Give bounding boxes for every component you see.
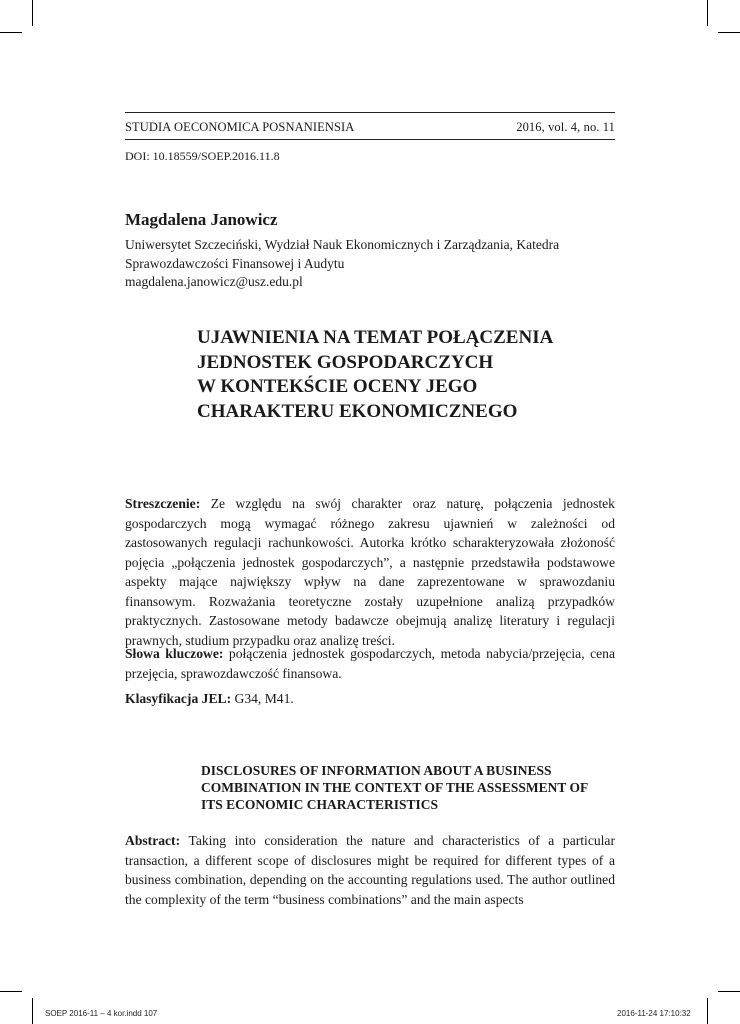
journal-volume: 2016, vol. 4, no. 11 [516, 120, 615, 134]
crop-mark-bottom-right [707, 998, 708, 1024]
jel-classification [125, 689, 615, 709]
crop-mark-bottom-left [32, 998, 33, 1024]
keywords-label: Słowa kluczowe: [125, 646, 224, 661]
crop-mark-top-right-h [718, 32, 740, 33]
title-line: COMBINATION IN THE CONTEXT OF THE ASSESSMENT OF [201, 780, 589, 795]
keywords [125, 644, 615, 683]
jel-text: G34, M41. [234, 691, 294, 706]
affiliation-line: Uniwersytet Szczeciński, Wydział Nauk Ekonomicznych i Zarządzania, Katedra [125, 237, 560, 252]
running-header [125, 120, 615, 135]
abstract-pl-text: Ze względu na swój charakter oraz naturę, połączenia jednostek gospodarczych mogą wymagać różnego zakresu ujawnień w zależności od zastosowanych regulacji rachunkowości. Autorka krótko scharakteryzowała złożoność pojęcia „połączenia jednostek gospodarczych”, a następnie przedstawiła podstawowe aspekty mające największy wpływ na dane zaprezentowane w sprawozdaniu finansowym. Rozważania teoretyczne zostały uzupełnione analizą przypadków praktycznych. Zastosowane metody badawcze obejmują analizę literatury i regulacji prawnych, studium przypadku oraz analizę treści. [125, 496, 615, 648]
footer-timestamp: 2016-11-24 17:10:32 [617, 1009, 691, 1018]
crop-mark-bottom-left-h [0, 991, 22, 992]
crop-mark-top-left-h [0, 32, 22, 33]
author-affiliation [125, 236, 615, 292]
journal-name: STUDIA OECONOMICA POSNANIENSIA [125, 120, 355, 134]
title-line: JEDNOSTEK GOSPODARCZYCH [197, 351, 494, 373]
crop-mark-top-right [707, 0, 708, 26]
affiliation-line: Sprawozdawczości Finansowej i Audytu [125, 255, 345, 271]
title-line: ITS ECONOMIC CHARACTERISTICS [201, 797, 439, 812]
author-name: Magdalena Janowicz [125, 210, 278, 229]
jel-label: Klasyfikacja JEL: [125, 691, 232, 706]
title-line: DISCLOSURES OF INFORMATION ABOUT A BUSINESS [201, 763, 552, 778]
article-title-en [201, 762, 615, 813]
header-bottom-rule [125, 139, 615, 140]
footer-file: SOEP 2016-11 – 4 kor.indd 107 [45, 1009, 158, 1018]
title-line: CHARAKTERU EKONOMICZNEGO [197, 400, 518, 422]
author-email: magdalena.janowicz@usz.edu.pl [125, 274, 303, 289]
keywords-text: połączenia jednostek gospodarczych, metoda nabycia/przejęcia, cena przejęcia, sprawozdawczość finansowa. [125, 646, 615, 681]
abstract-en-label: Abstract: [125, 833, 181, 848]
abstract-en [125, 831, 615, 909]
doi: DOI: 10.18559/SOEP.2016.11.8 [125, 149, 280, 163]
title-line: UJAWNIENIA NA TEMAT POŁĄCZENIA [197, 327, 554, 348]
abstract-pl-label: Streszczenie: [125, 496, 201, 511]
title-line: W KONTEKŚCIE OCENY JEGO [197, 376, 478, 397]
header-top-rule [125, 112, 615, 113]
article-title-pl [197, 326, 617, 424]
crop-mark-bottom-right-h [718, 991, 740, 992]
abstract-en-text: Taking into consideration the nature and characteristics of a particular transaction, a different scope of disclosures might be required for different types of a business combination, depending on the accounting regulations used. The author outlined the complexity of the term “business combinations” and the main aspects [125, 833, 615, 907]
crop-mark-top-left [32, 0, 33, 26]
abstract-pl [125, 494, 615, 650]
